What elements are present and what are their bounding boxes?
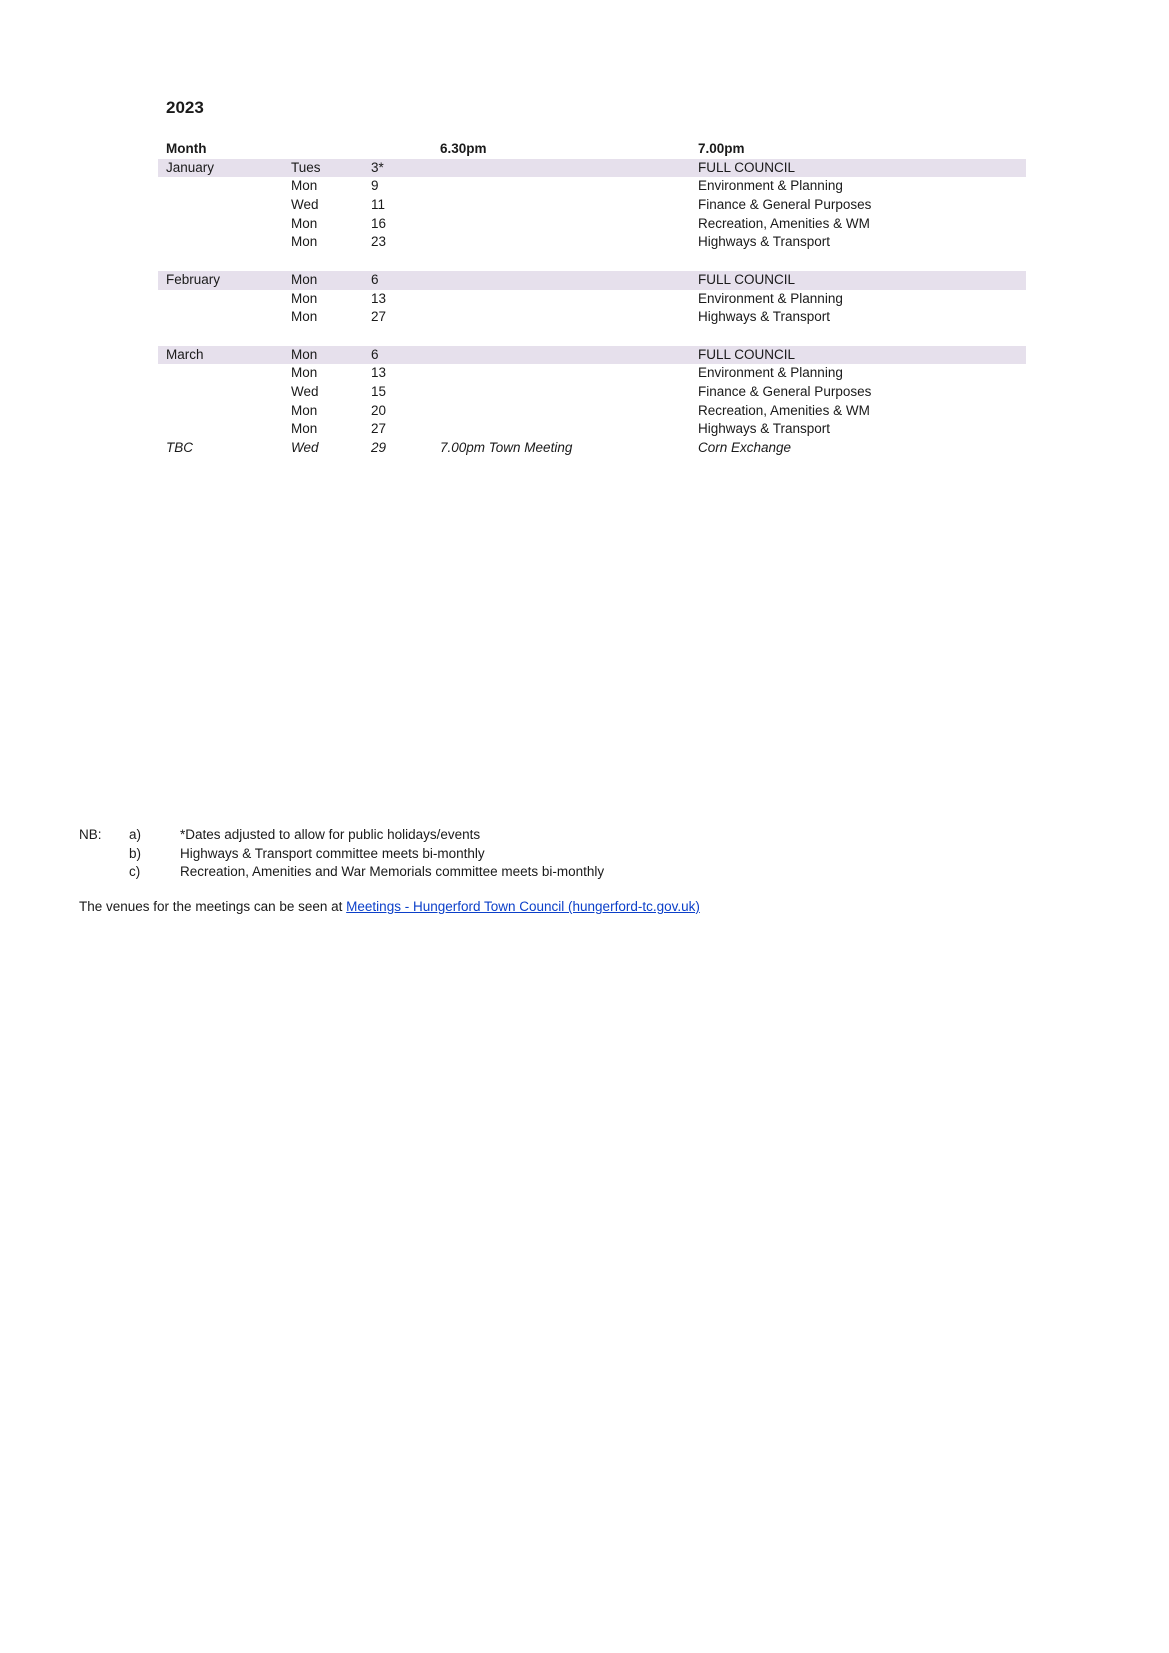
meetings-link[interactable]: Meetings - Hungerford Town Council (hungerford-tc.gov.uk) bbox=[346, 899, 700, 914]
row-meeting: FULL COUNCIL bbox=[698, 159, 796, 175]
row-meeting: Environment & Planning bbox=[698, 178, 843, 194]
row-date: 23 bbox=[371, 234, 387, 250]
row-date: 13 bbox=[371, 290, 387, 306]
table-row-town-meeting bbox=[158, 439, 1026, 458]
row-day: Mon bbox=[291, 402, 318, 418]
header-month: Month bbox=[166, 141, 207, 156]
row-meeting: FULL COUNCIL bbox=[698, 346, 796, 362]
row-day: Wed bbox=[291, 440, 319, 455]
row-month: March bbox=[166, 346, 204, 362]
note-text: Highways & Transport committee meets bi-monthly bbox=[180, 845, 485, 861]
table-row bbox=[158, 364, 1026, 383]
table-row bbox=[158, 402, 1026, 421]
row-date: 15 bbox=[371, 383, 387, 399]
row-month: February bbox=[166, 271, 221, 287]
note-text: Recreation, Amenities and War Memorials committee meets bi-monthly bbox=[180, 864, 605, 880]
row-date: 11 bbox=[371, 197, 386, 213]
note-letter: a) bbox=[129, 827, 142, 842]
table-row bbox=[158, 215, 1026, 234]
row-day: Tues bbox=[291, 159, 321, 175]
row-day: Mon bbox=[291, 271, 318, 287]
row-month: January bbox=[166, 159, 215, 175]
row-meeting: Recreation, Amenities & WM bbox=[698, 215, 870, 231]
venues-paragraph bbox=[79, 898, 700, 917]
table-header-row bbox=[158, 140, 1026, 159]
venues-text: The venues for the meetings can be seen at bbox=[79, 899, 347, 914]
row-day: Mon bbox=[291, 346, 318, 362]
row-meeting: Highways & Transport bbox=[698, 421, 831, 437]
table-row bbox=[158, 271, 1026, 290]
row-day: Mon bbox=[291, 215, 318, 231]
table-row bbox=[158, 177, 1026, 196]
table-row bbox=[158, 420, 1026, 439]
table-row bbox=[158, 290, 1026, 309]
row-date: 9 bbox=[371, 178, 379, 194]
row-meeting: Highways & Transport bbox=[698, 234, 831, 250]
row-spacer bbox=[158, 327, 1026, 346]
row-date: 6 bbox=[371, 271, 379, 287]
row-date: 29 bbox=[371, 440, 387, 455]
row-date: 20 bbox=[371, 402, 387, 418]
page-title-year: 2023 bbox=[166, 98, 204, 117]
row-day: Wed bbox=[291, 197, 319, 213]
row-day: Mon bbox=[291, 290, 318, 306]
row-date: 6 bbox=[371, 346, 379, 362]
row-meeting: Highways & Transport bbox=[698, 309, 831, 325]
table-row bbox=[158, 308, 1026, 327]
table-row bbox=[158, 346, 1026, 365]
row-day: Mon bbox=[291, 178, 318, 194]
table-row bbox=[158, 233, 1026, 252]
row-date: 3* bbox=[371, 159, 384, 175]
table-row bbox=[158, 196, 1026, 215]
note-text: *Dates adjusted to allow for public holidays/events bbox=[180, 827, 481, 842]
table-row bbox=[158, 383, 1026, 402]
nb-label: NB: bbox=[79, 827, 102, 842]
row-day: Mon bbox=[291, 234, 318, 250]
row-meeting: FULL COUNCIL bbox=[698, 271, 796, 287]
row-meeting: Environment & Planning bbox=[698, 290, 843, 306]
note-letter: b) bbox=[129, 845, 142, 861]
row-meeting: Finance & General Purposes bbox=[698, 197, 872, 213]
header-700pm: 7.00pm bbox=[698, 141, 745, 156]
row-day: Mon bbox=[291, 365, 318, 381]
row-meeting: Recreation, Amenities & WM bbox=[698, 402, 870, 418]
row-day: Mon bbox=[291, 421, 318, 437]
row-date: 27 bbox=[371, 421, 387, 437]
row-meeting: Corn Exchange bbox=[698, 440, 792, 455]
row-date: 27 bbox=[371, 309, 387, 325]
row-meeting: Finance & General Purposes bbox=[698, 383, 872, 399]
meeting-schedule-table bbox=[158, 140, 1026, 458]
row-month: TBC bbox=[166, 440, 193, 455]
note-letter: c) bbox=[129, 864, 141, 880]
row-date: 16 bbox=[371, 215, 387, 231]
table-row bbox=[158, 159, 1026, 178]
row-meeting: Environment & Planning bbox=[698, 365, 843, 381]
row-day: Wed bbox=[291, 383, 319, 399]
header-630pm: 6.30pm bbox=[440, 141, 487, 156]
row-date: 13 bbox=[371, 365, 387, 381]
row-630-event: 7.00pm Town Meeting bbox=[440, 440, 573, 455]
row-day: Mon bbox=[291, 309, 318, 325]
row-spacer bbox=[158, 252, 1026, 271]
